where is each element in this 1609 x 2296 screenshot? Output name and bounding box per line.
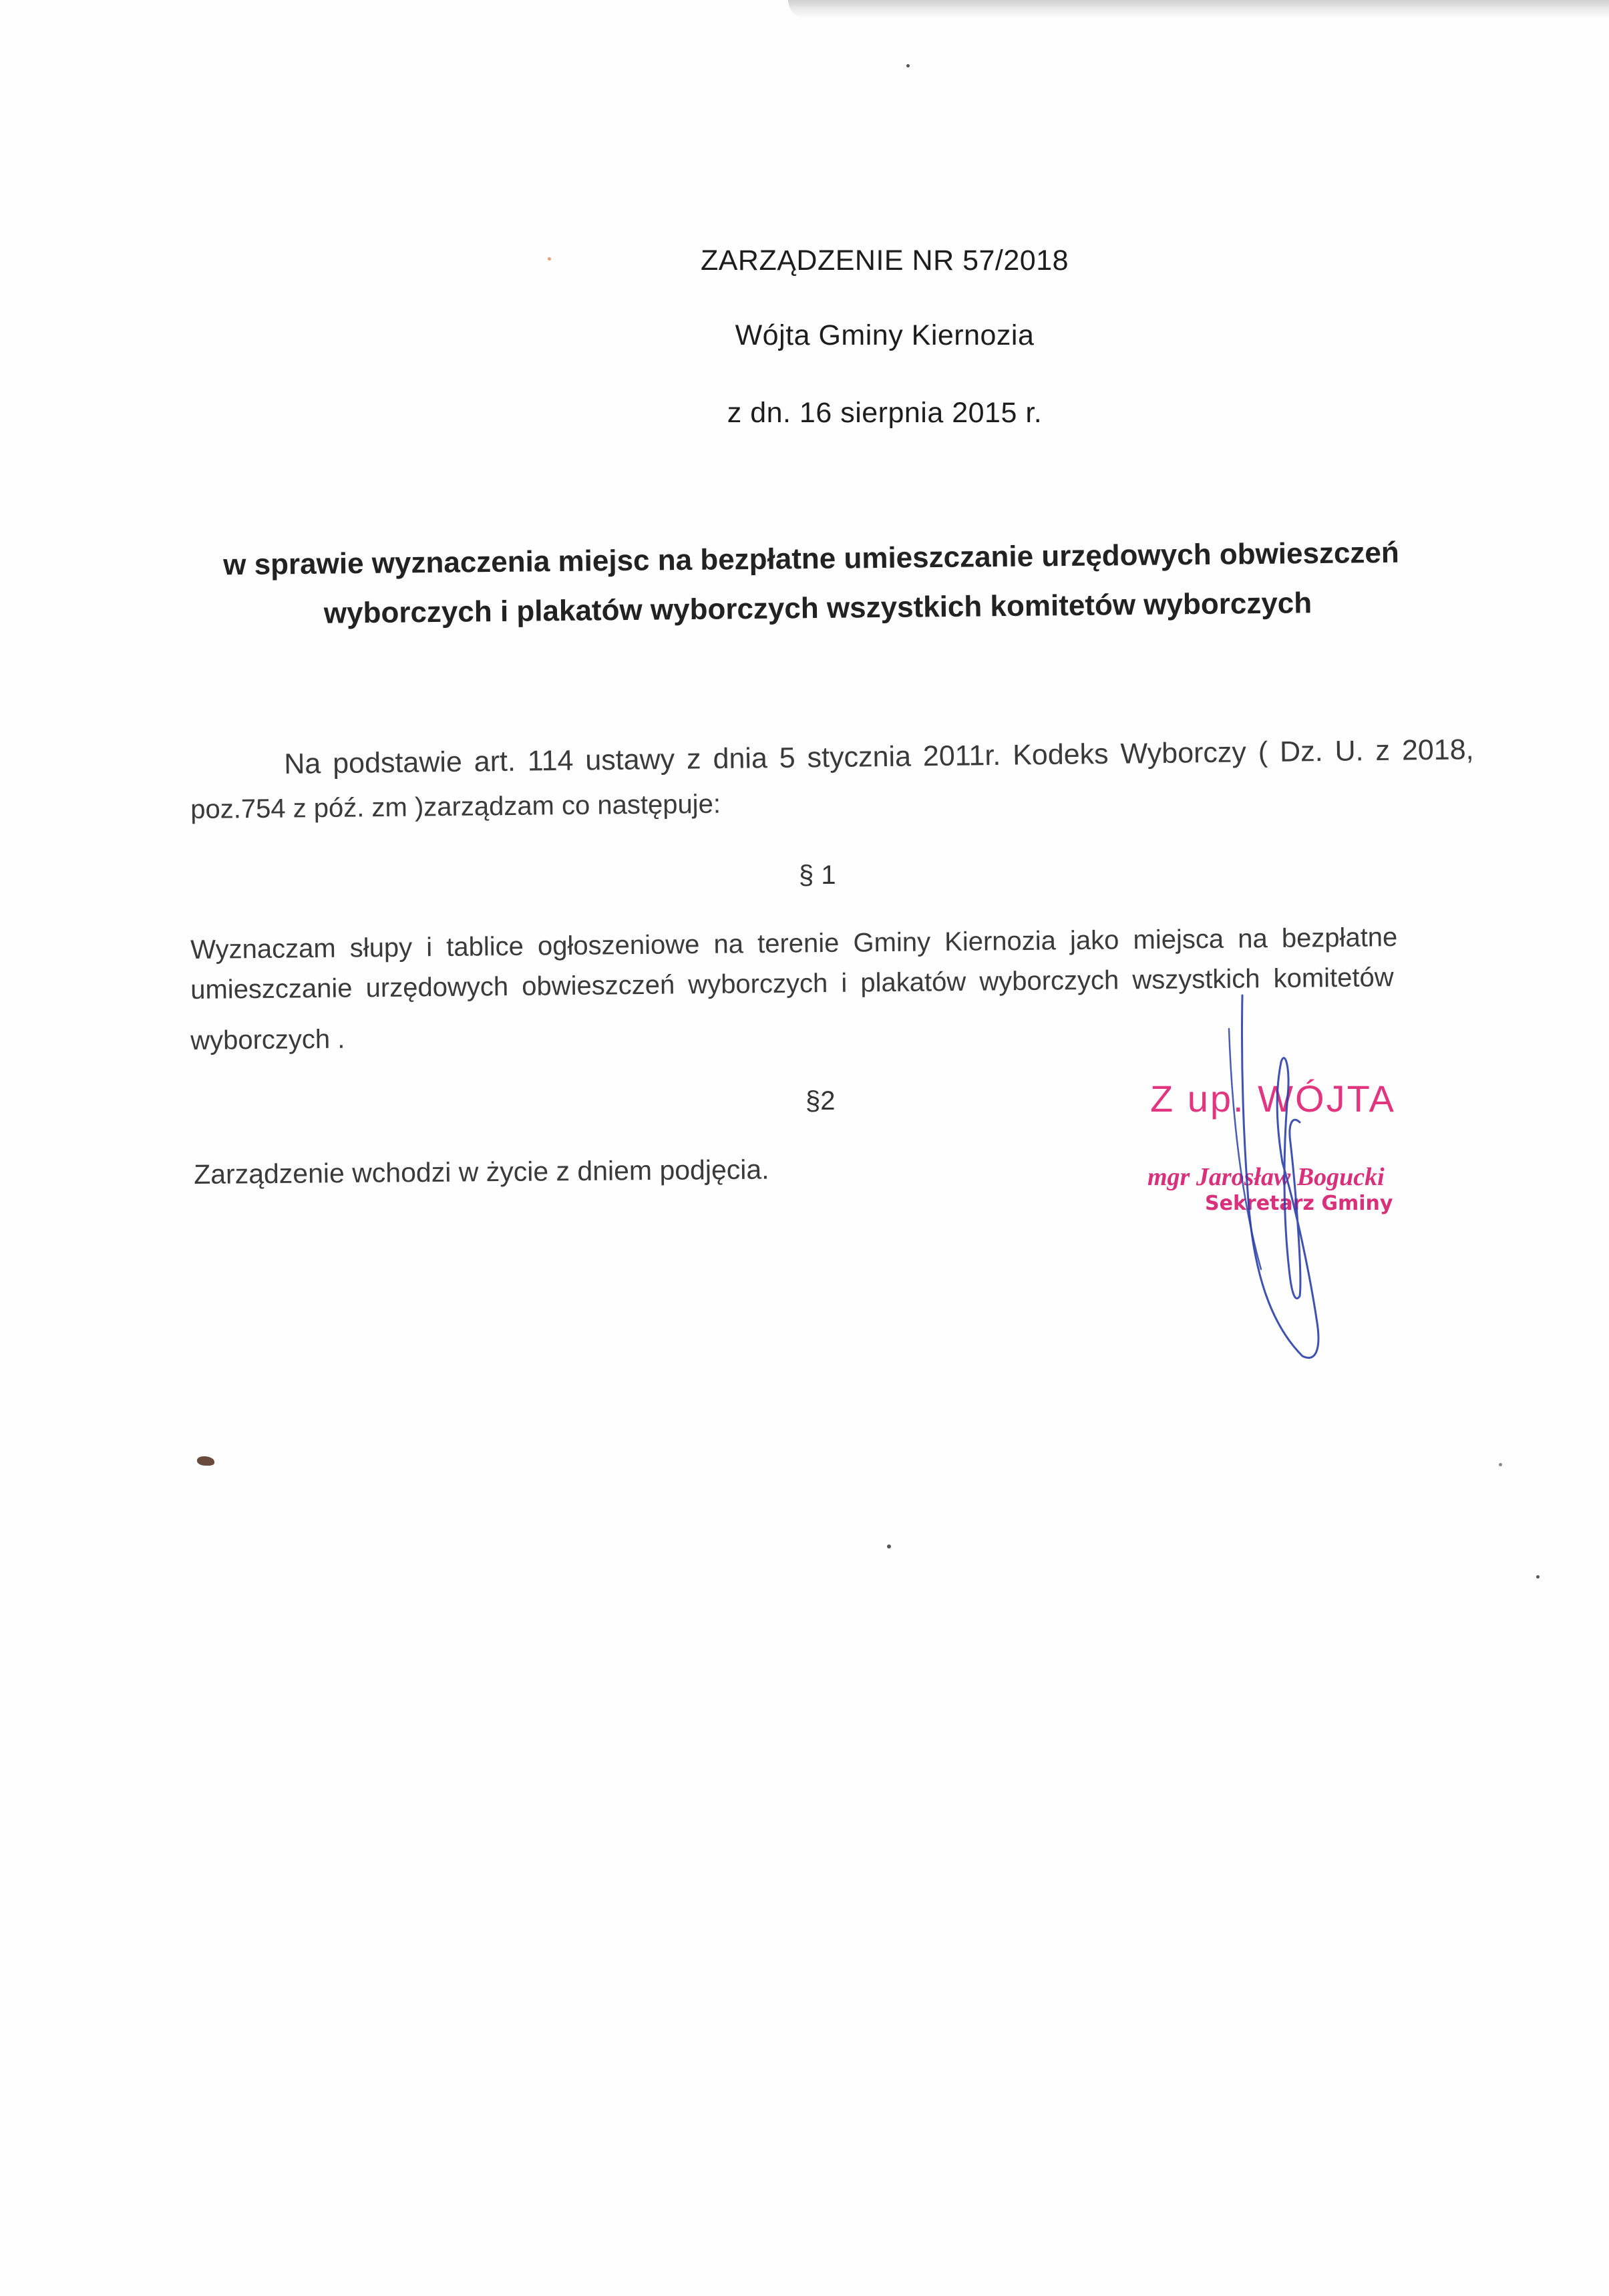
document-title: ZARZĄDZENIE NR 57/2018: [700, 244, 1069, 277]
section-1-mark: § 1: [799, 860, 836, 890]
scanner-edge-shadow: [788, 0, 1609, 19]
scan-speck: [906, 64, 910, 67]
authorization-stamp-name: mgr Jarosław Bogucki: [1147, 1163, 1385, 1191]
section-2-mark: §2: [806, 1086, 836, 1116]
scan-speck: [548, 257, 551, 261]
scan-speck: [1536, 1575, 1540, 1579]
authorization-stamp-role: Sekretarz Gminy: [1205, 1192, 1393, 1215]
subject-line-1: w sprawie wyznaczenia miejsc na bezpłatne umieszczanie urzędowych obwieszczeń: [222, 536, 1399, 582]
section-2-text: Zarządzenie wchodzi w życie z dniem podjęcia.: [194, 1154, 769, 1190]
scan-speck: [1499, 1463, 1502, 1466]
section-1-line-2: umieszczanie urzędowych obwieszczeń wyborczych i plakatów wyborczych wszystkich komitetów: [190, 963, 1394, 1005]
document-date: z dn. 16 sierpnia 2015 r.: [727, 397, 1043, 429]
subject-line-2: wyborczych i plakatów wyborczych wszystkich komitetów wyborczych: [323, 587, 1312, 630]
section-1-line-3: wyborczych .: [190, 1024, 345, 1055]
legal-basis-line-1: Na podstawie art. 114 ustawy z dnia 5 stycznia 2011r. Kodeks Wyborczy ( Dz. U. z 2018,: [284, 733, 1474, 780]
legal-basis-line-2: poz.754 z póź. zm )zarządzam co następuje:: [190, 789, 721, 824]
document-issuer: Wójta Gminy Kiernozia: [735, 319, 1035, 351]
authorization-stamp-title: Z up. WÓJTA: [1150, 1078, 1396, 1120]
scan-speck: [887, 1544, 891, 1548]
scan-speck: [197, 1456, 214, 1466]
handwritten-signature: [1202, 989, 1376, 1363]
section-1-line-1: Wyznaczam słupy i tablice ogłoszeniowe na terenie Gminy Kiernozia jako miejsca na bezpłatne: [190, 923, 1398, 965]
